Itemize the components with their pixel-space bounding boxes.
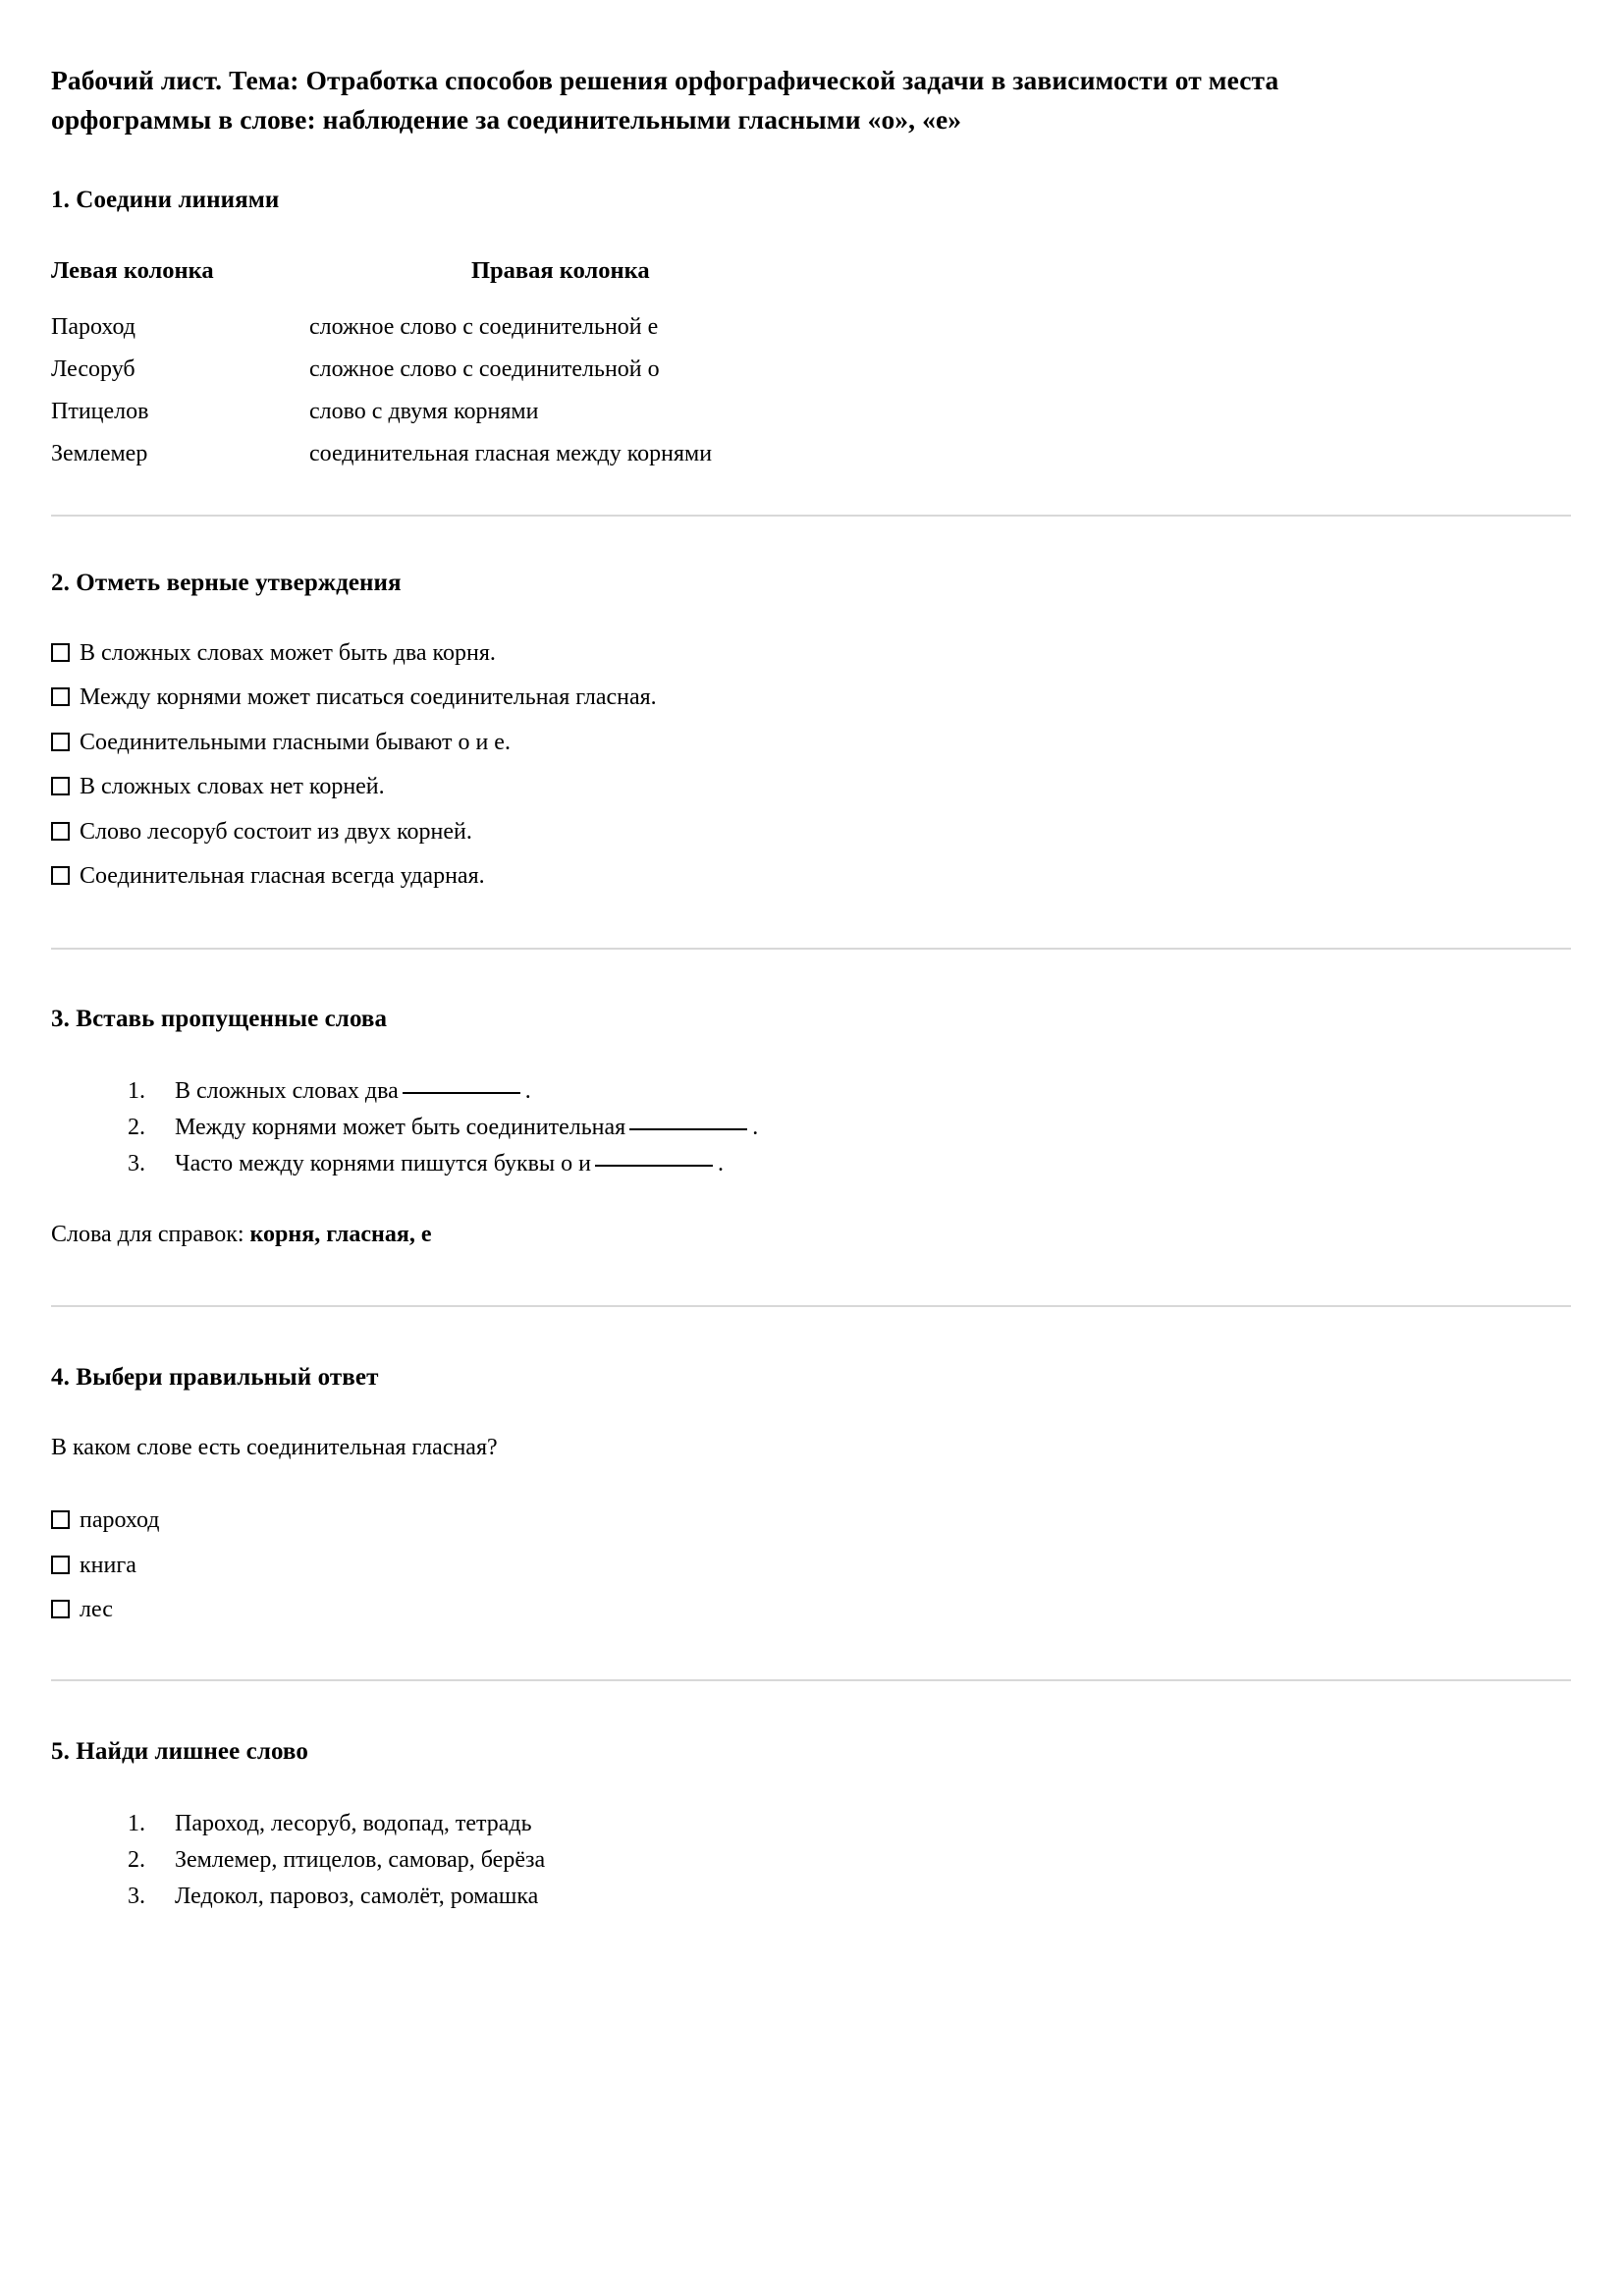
blank-prefix-text: В сложных словах два bbox=[175, 1077, 399, 1104]
checkbox-icon[interactable] bbox=[51, 1510, 70, 1529]
statement-label: Соединительная гласная всегда ударная. bbox=[80, 863, 485, 890]
list-item[interactable] bbox=[51, 1505, 1572, 1535]
match-right-item[interactable]: сложное слово с соединительной е bbox=[309, 314, 659, 341]
odd-word-list bbox=[51, 1807, 1572, 1913]
list-item[interactable] bbox=[51, 1111, 1572, 1144]
match-right-item[interactable]: слово с двумя корнями bbox=[309, 399, 539, 425]
list-item[interactable] bbox=[51, 772, 1572, 801]
blank-input-line[interactable] bbox=[595, 1165, 713, 1167]
match-left-item[interactable]: Землемер bbox=[51, 441, 148, 467]
table-row[interactable] bbox=[51, 312, 1355, 355]
option-label: лес bbox=[80, 1597, 113, 1623]
spacer bbox=[51, 481, 1572, 515]
blank-suffix-text: . bbox=[524, 1077, 531, 1104]
list-item[interactable]: Пароход, лесоруб, водопад, тетрадь bbox=[175, 1810, 532, 1836]
table-row[interactable] bbox=[51, 397, 1355, 439]
table-row[interactable] bbox=[51, 439, 1355, 481]
section-match-lines bbox=[51, 187, 1572, 481]
match-right-item[interactable]: соединительная гласная между корнями bbox=[309, 441, 713, 467]
reference-words-label: Слова для справок: bbox=[51, 1222, 244, 1247]
spacer bbox=[51, 1250, 1572, 1305]
section-4-heading: 4. Выбери правильный ответ bbox=[51, 1364, 379, 1392]
section-true-statements bbox=[51, 570, 1572, 892]
statement-label: Слово лесоруб состоит из двух корней. bbox=[80, 818, 472, 845]
fill-blank-list bbox=[51, 1074, 1572, 1180]
statement-label: В сложных словах нет корней. bbox=[80, 774, 385, 800]
match-columns-table bbox=[51, 255, 1355, 481]
section-fill-blanks bbox=[51, 1006, 1572, 1250]
section-1-heading: 1. Соедини линиями bbox=[51, 186, 280, 213]
checkbox-icon[interactable] bbox=[51, 733, 70, 751]
list-item[interactable] bbox=[51, 728, 1572, 757]
reference-words-value: корня, гласная, е bbox=[249, 1222, 432, 1247]
section-2-heading: 2. Отметь верные утверждения bbox=[51, 569, 402, 596]
reference-words-line bbox=[51, 1220, 1572, 1250]
blank-input-line[interactable] bbox=[629, 1128, 747, 1130]
left-column-header: Левая колонка bbox=[51, 256, 214, 284]
match-left-item[interactable]: Лесоруб bbox=[51, 356, 135, 383]
table-header-row bbox=[51, 255, 1355, 313]
list-item[interactable] bbox=[51, 1551, 1572, 1580]
spacer bbox=[51, 950, 1572, 1006]
match-left-item[interactable]: Пароход bbox=[51, 314, 135, 341]
section-5-heading: 5. Найди лишнее слово bbox=[51, 1737, 308, 1765]
spacer bbox=[51, 517, 1572, 570]
checkbox-icon[interactable] bbox=[51, 643, 70, 662]
option-label: книга bbox=[80, 1552, 136, 1578]
checkbox-icon[interactable] bbox=[51, 1556, 70, 1574]
statement-label: В сложных словах может быть два корня. bbox=[80, 639, 496, 666]
blank-prefix-text: Часто между корнями пишутся буквы о и bbox=[175, 1150, 591, 1176]
blank-input-line[interactable] bbox=[403, 1092, 520, 1094]
checkbox-icon[interactable] bbox=[51, 822, 70, 841]
list-item[interactable] bbox=[51, 1595, 1572, 1624]
list-item[interactable] bbox=[51, 638, 1572, 668]
list-item[interactable] bbox=[51, 861, 1572, 891]
checkbox-icon[interactable] bbox=[51, 1600, 70, 1618]
option-label: пароход bbox=[80, 1507, 160, 1534]
list-item[interactable]: Землемер, птицелов, самовар, берёза bbox=[175, 1846, 546, 1873]
statement-label: Соединительными гласными бывают о и е. bbox=[80, 729, 511, 755]
spacer bbox=[51, 1307, 1572, 1364]
list-item[interactable] bbox=[51, 817, 1572, 847]
list-item[interactable]: Ледокол, паровоз, самолёт, ромашка bbox=[175, 1883, 539, 1909]
document-title: Рабочий лист. Тема: Отработка способов решения орфографической задачи в зависимости от места орфограммы в слове: наблюдение за соединительными гласными «о», «е» bbox=[51, 65, 1279, 135]
checkbox-icon[interactable] bbox=[51, 687, 70, 706]
statement-checkbox-list bbox=[51, 638, 1572, 892]
blank-suffix-text: . bbox=[717, 1150, 724, 1176]
section-3-heading: 3. Вставь пропущенные слова bbox=[51, 1005, 388, 1032]
statement-label: Между корнями может писаться соединительная гласная. bbox=[80, 684, 657, 711]
match-right-item[interactable]: сложное слово с соединительной о bbox=[309, 356, 660, 383]
blank-prefix-text: Между корнями может быть соединительная bbox=[175, 1114, 626, 1140]
spacer bbox=[51, 1625, 1572, 1679]
right-column-header: Правая колонка bbox=[471, 256, 650, 284]
list-item[interactable] bbox=[51, 1074, 1572, 1108]
answer-option-list bbox=[51, 1505, 1572, 1624]
match-left-item[interactable]: Птицелов bbox=[51, 399, 149, 425]
spacer bbox=[51, 1681, 1572, 1738]
section-choose-answer bbox=[51, 1364, 1572, 1625]
question-text: В каком слове есть соединительная гласная? bbox=[51, 1435, 498, 1461]
list-item[interactable] bbox=[51, 683, 1572, 712]
section-find-odd-word bbox=[51, 1738, 1572, 1913]
table-row[interactable] bbox=[51, 355, 1355, 397]
checkbox-icon[interactable] bbox=[51, 866, 70, 885]
list-item[interactable] bbox=[51, 1147, 1572, 1180]
checkbox-icon[interactable] bbox=[51, 777, 70, 795]
spacer bbox=[51, 892, 1572, 948]
blank-suffix-text: . bbox=[752, 1114, 759, 1140]
